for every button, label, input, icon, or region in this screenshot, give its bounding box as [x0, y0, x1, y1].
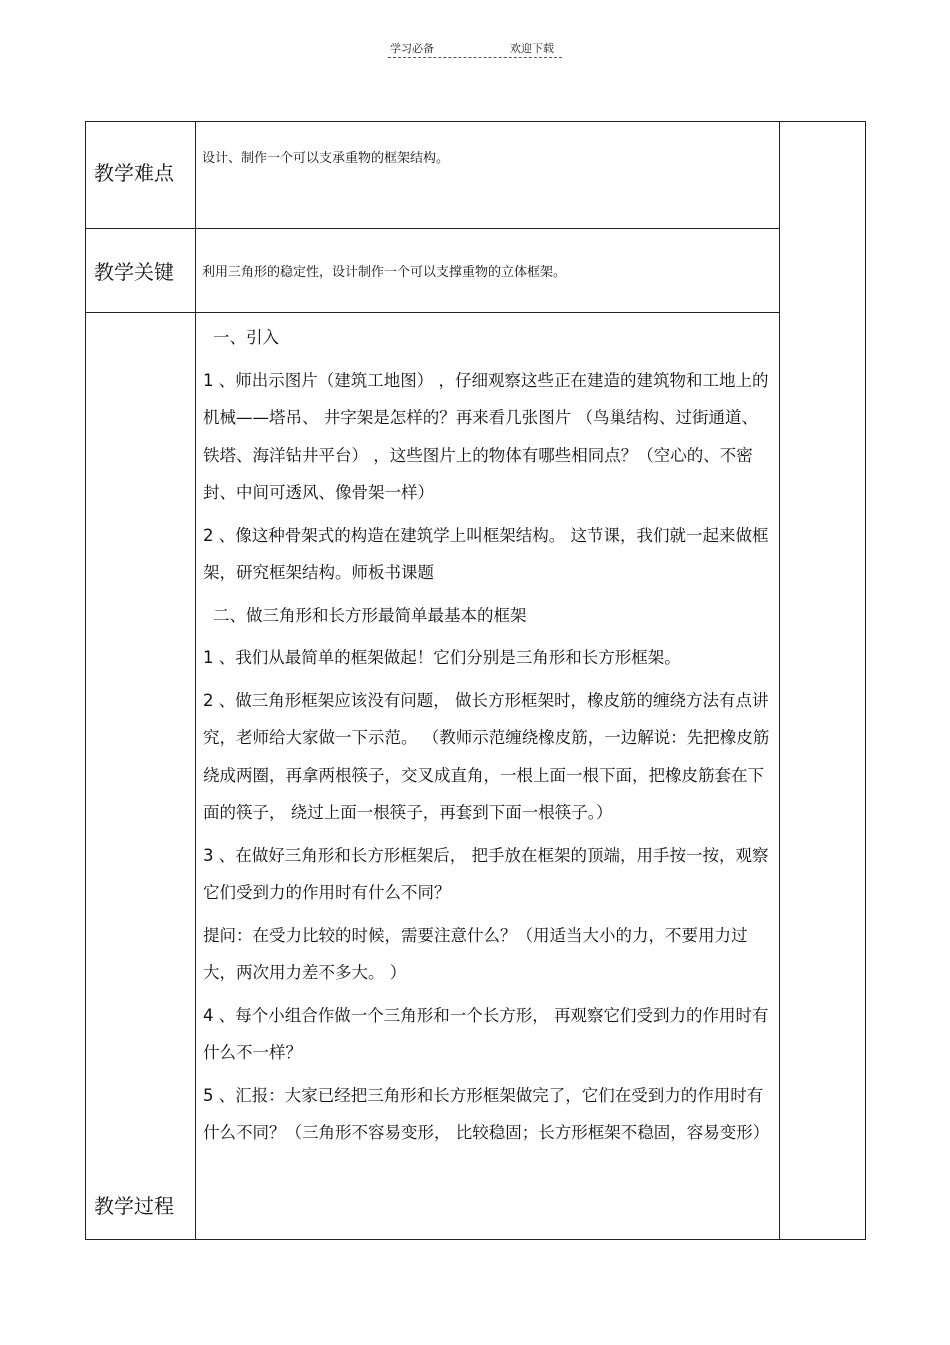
paragraph: 3 、在做好三角形和长方形框架后， 把手放在框架的顶端，用手按一按，观察它们受到力的作用时有什么不同？	[203, 845, 769, 902]
paragraph: 5 、汇报：大家已经把三角形和长方形框架做完了，它们在受到力的作用时有什么不同？（三角形不容易变形， 比较稳固；长方形框架不稳固，容易变形）	[203, 1085, 770, 1142]
row-process	[86, 313, 866, 1240]
paragraph: 4 、每个小组合作做一个三角形和一个长方形， 再观察它们受到力的作用时有什么不一样？	[203, 1005, 769, 1062]
paragraph: 1 、师出示图片（建筑工地图） ，仔细观察这些正在建造的建筑物和工地上的机械——塔吊、 井字架是怎样的？再来看几张图片 （鸟巢结构、过街通道、铁塔、海洋钻井平台） ，这些图片上的物体有哪些相同点？（空心的、不密封、中间可透风、像骨架一样）	[203, 370, 769, 502]
process-content	[196, 313, 780, 1240]
section-heading: 一、引入	[213, 328, 279, 347]
difficulty-content: 设计、制作一个可以支承重物的框架结构。	[196, 122, 780, 229]
row-key	[86, 229, 866, 313]
paragraph: 提问：在受力比较的时候，需要注意什么？（用适当大小的力，不要用力过大，两次用力差不多大。 ）	[203, 925, 748, 982]
process-label-cell	[86, 313, 196, 1240]
notes-column	[780, 122, 866, 1240]
key-content: 利用三角形的稳定性，设计制作一个可以支撑重物的立体框架。	[196, 229, 780, 313]
header-left-text: 学习必备	[390, 42, 434, 55]
process-label: 教学过程	[94, 1194, 174, 1218]
difficulty-label: 教学难点	[94, 160, 174, 185]
difficulty-label-cell	[86, 122, 196, 229]
lesson-plan-table	[85, 121, 866, 1240]
paragraph: 2 、做三角形框架应该没有问题， 做长方形框架时，橡皮筋的缠绕方法有点讲究，老师给大家做一下示范。 （教师示范缠绕橡皮筋，一边解说：先把橡皮筋绕成两圈，再拿两根筷子，交叉成直角，一根上面一根下面，把橡皮筋套在下面的筷子， 绕过上面一根筷子，再套到下面一根筷子。）	[203, 690, 770, 822]
key-label: 教学关键	[86, 229, 196, 313]
row-difficulty	[86, 122, 866, 229]
paragraph: 1 、我们从最简单的框架做起！它们分别是三角形和长方形框架。	[203, 648, 681, 667]
section-heading: 二、做三角形和长方形最简单最基本的框架	[213, 605, 527, 625]
header-right-text: 欢迎下载	[510, 42, 554, 55]
page-header	[388, 40, 562, 58]
paragraph: 2 、像这种骨架式的构造在建筑学上叫框架结构。 这节课，我们就一起来做框架，研究框架结构。师板书课题	[203, 525, 769, 582]
